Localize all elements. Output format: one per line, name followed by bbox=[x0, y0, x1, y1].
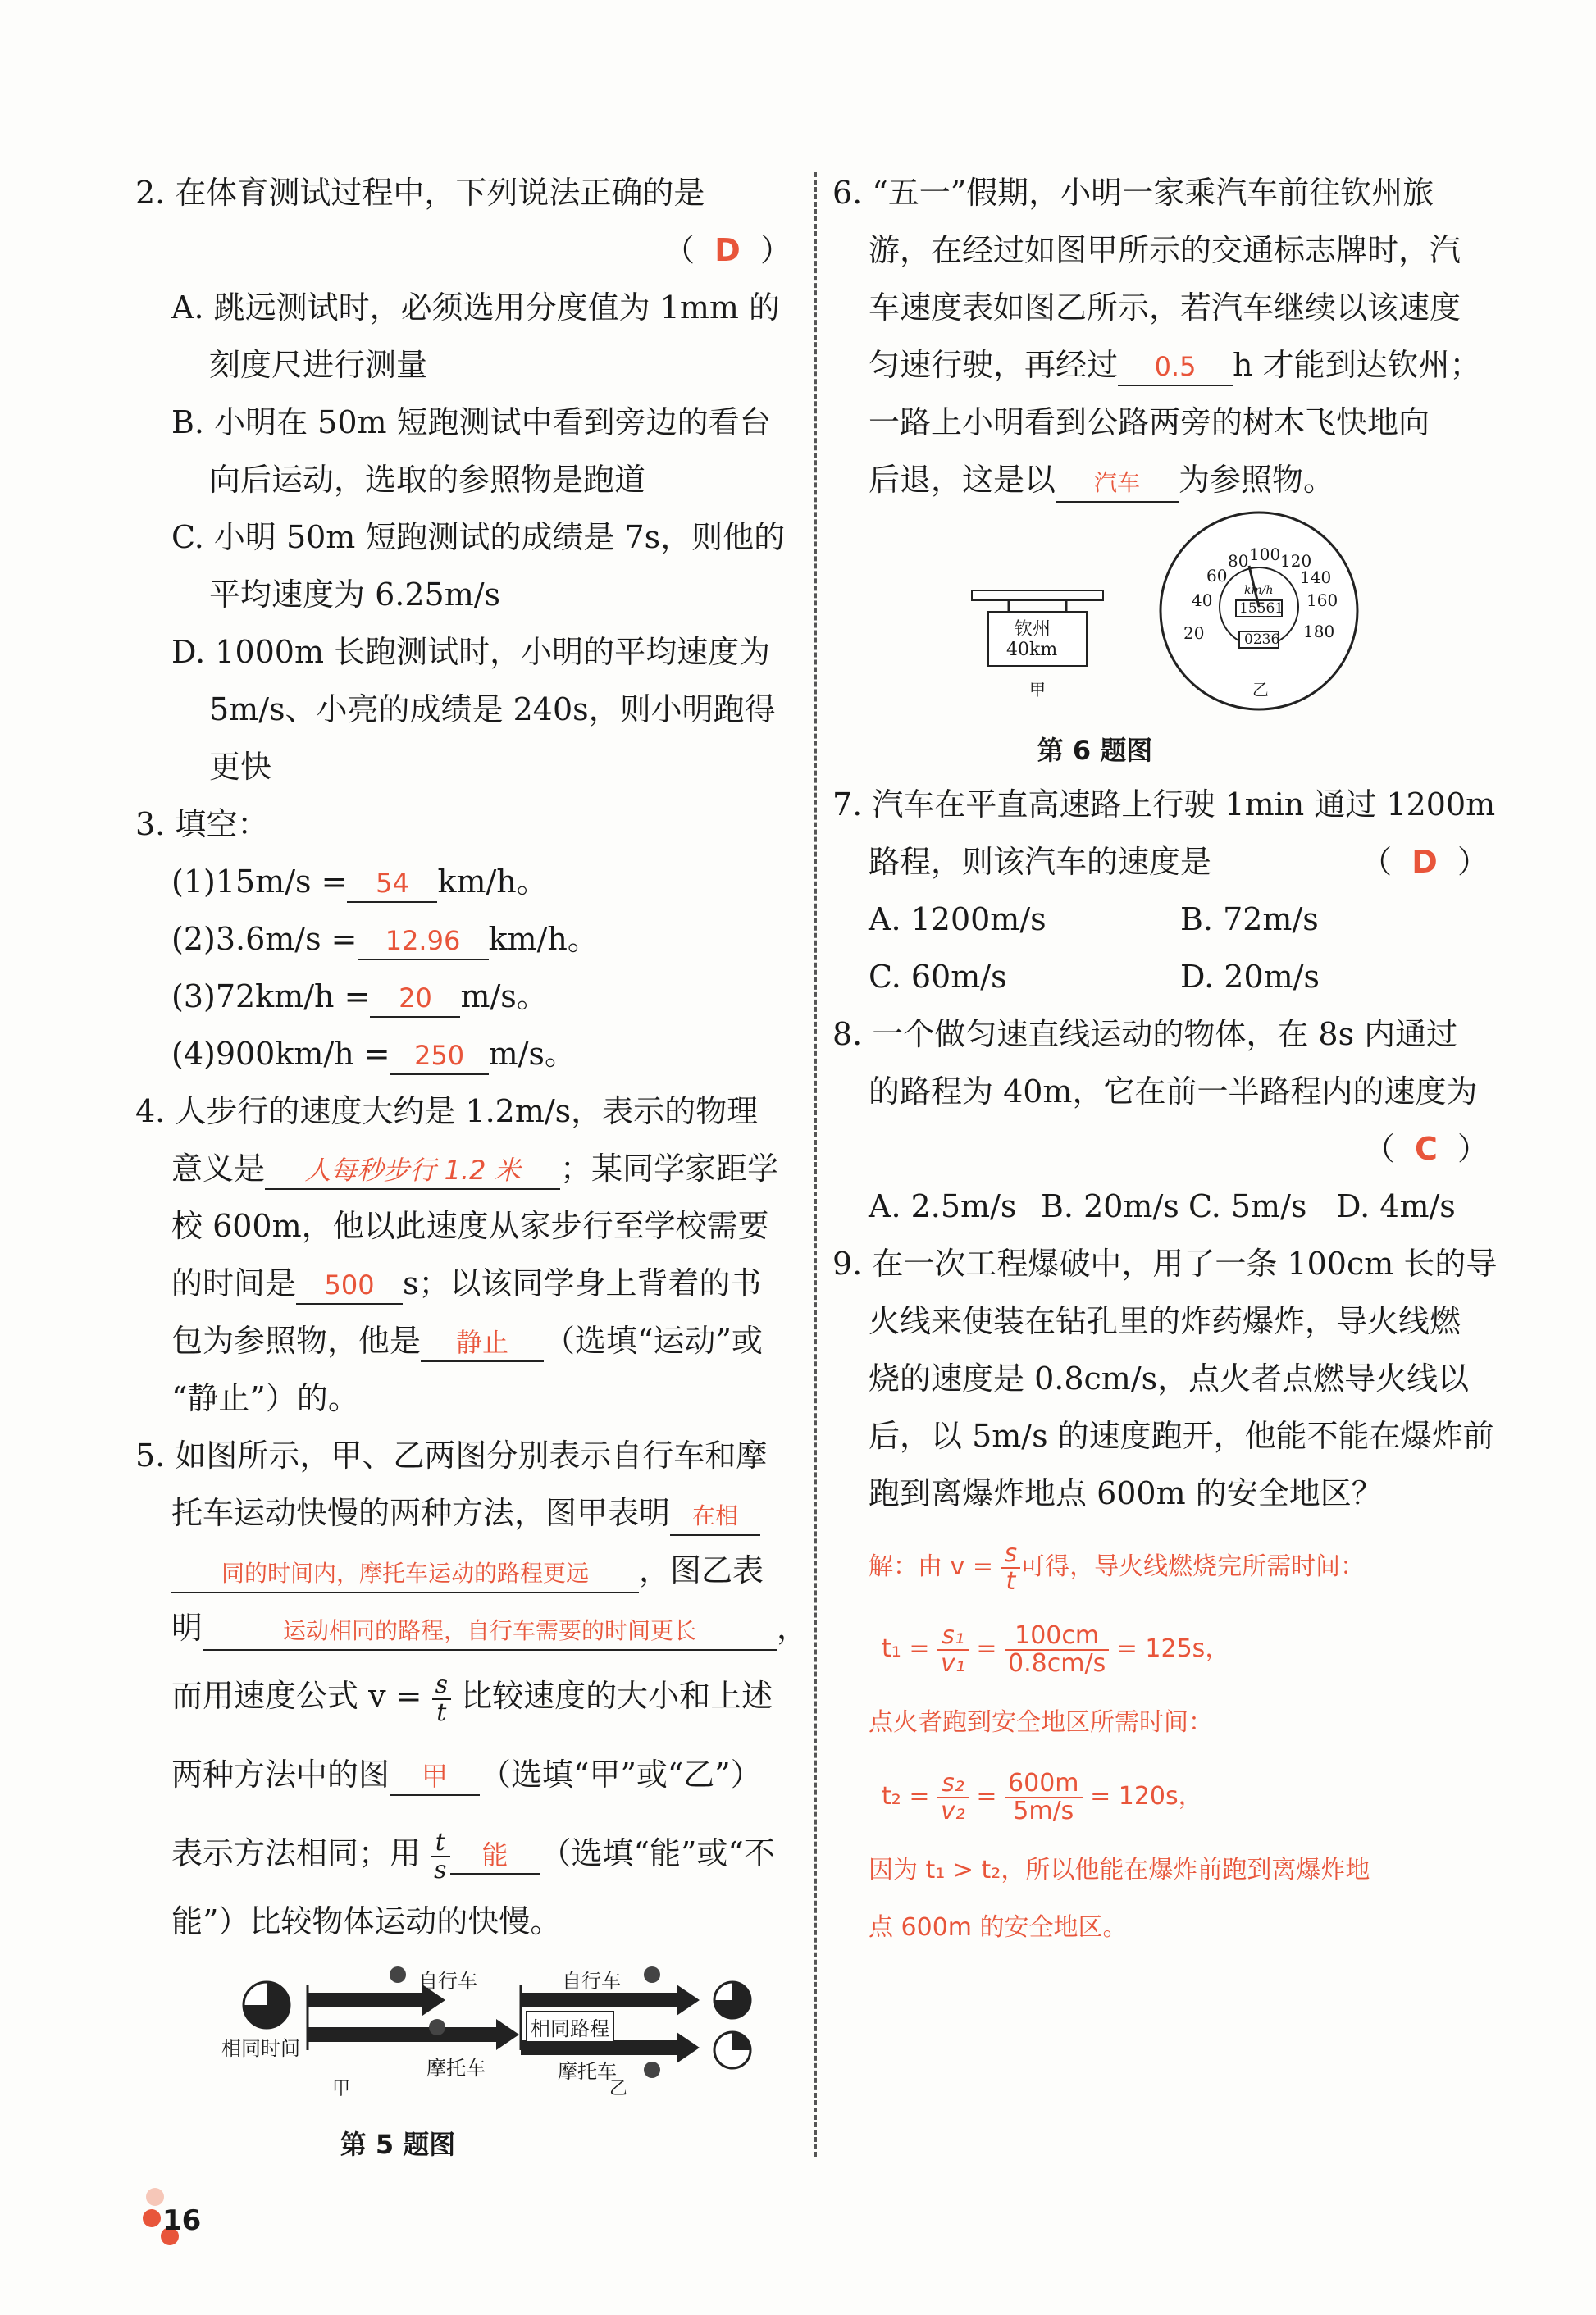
bicycle-icon bbox=[390, 1966, 406, 1983]
q9-solution-3: 点火者跑到安全地区所需时间： bbox=[869, 1708, 1213, 1737]
q6-line-3: 车速度表如图乙所示，若汽车继续以该速度 bbox=[869, 289, 1461, 326]
q2-option-d: D. 1000m 长跑测试时，小明的平均速度为 bbox=[171, 634, 771, 670]
q5-line-2: 托车运动快慢的两种方法，图甲表明 在相 bbox=[135, 1484, 791, 1542]
page-deco-dot-2 bbox=[143, 2209, 161, 2227]
figure-6 bbox=[832, 508, 1489, 738]
q8-options: A. 2.5m/s B. 20m/s C. 5m/s D. 4m/s bbox=[869, 1188, 1456, 1224]
fig5-bike-label: 自行车 bbox=[418, 1970, 477, 1993]
fig5-bike-label-b: 自行车 bbox=[562, 1970, 621, 1993]
q6-line-2: 游，在经过如图甲所示的交通标志牌时，汽 bbox=[869, 232, 1461, 268]
gauge-tick-20: 20 bbox=[1183, 623, 1205, 643]
sol-frac-s2v2: $\frac{\text{s₂}}{\text{v₂}}$ bbox=[937, 1770, 969, 1825]
q4-line-6: “静止”）的。 bbox=[171, 1380, 359, 1416]
q3-item-4: (4)900km/h = 250 m/s。 bbox=[135, 1025, 791, 1082]
bicycle-icon-b bbox=[644, 1966, 660, 1983]
sign-city: 钦州 bbox=[1015, 619, 1051, 640]
left-column bbox=[135, 164, 809, 2162]
q8-line-1: 8. 一个做匀速直线运动的物体，在 8s 内通过 bbox=[832, 1016, 1458, 1052]
moto-arrow-head bbox=[496, 2019, 519, 2050]
q9-line-5: 跑到离爆炸地点 600m 的安全地区？ bbox=[869, 1475, 1383, 1511]
gauge-odometer-1: 15561 bbox=[1239, 600, 1284, 617]
q6-line-6: 后退，这是以 汽车 为参照物。 bbox=[832, 451, 1489, 508]
q5-line-6: 两种方法中的图 甲 （选填“甲”或“乙”） bbox=[135, 1735, 791, 1814]
q9-solution-6: 点 600m 的安全地区。 bbox=[869, 1913, 1128, 1942]
clock-icon-moto bbox=[714, 2032, 750, 2068]
page-deco-dot-1 bbox=[146, 2188, 164, 2206]
clock-icon-bike bbox=[714, 1982, 750, 2018]
q9-solution-1: 解：由 v = $\frac{s}{t}$ 可得，导火线燃烧完所需时间： bbox=[869, 1538, 1366, 1596]
q7-options-2: C. 60m/s D. 20m/s bbox=[869, 959, 1320, 995]
q2-option-b: B. 小明在 50m 短跑测试中看到旁边的看台 bbox=[171, 404, 771, 440]
clock-icon bbox=[244, 1982, 290, 2028]
gauge-tick-120: 120 bbox=[1280, 551, 1312, 571]
q5-line-5: 而用速度公式 v = $\frac{s}{t}$ 比较速度的大小和上述 bbox=[171, 1670, 773, 1727]
fig6-yi: 乙 bbox=[1252, 680, 1269, 700]
q3-item-3: (3)72km/h = 20 m/s。 bbox=[135, 968, 791, 1025]
fig5-same-time: 相同时间 bbox=[221, 2037, 300, 2060]
q4-line-4: 的时间是 500 s；以该同学身上背着的书 bbox=[135, 1255, 791, 1312]
gauge-tick-60: 60 bbox=[1206, 566, 1228, 586]
q2-option-c-cont: 平均速度为 6.25m/s bbox=[209, 576, 501, 613]
q5-line-1: 5. 如图所示，甲、乙两图分别表示自行车和摩 bbox=[135, 1438, 768, 1474]
q2-stem: 2. 在体育测试过程中，下列说法正确的是 bbox=[135, 175, 705, 211]
q3-item-1: (1)15m/s = 54 km/h。 bbox=[135, 853, 791, 910]
sol-frac-s1v1: $\frac{\text{s₁}}{\text{v₁}}$ bbox=[937, 1623, 969, 1677]
gauge-tick-40: 40 bbox=[1192, 590, 1213, 610]
bike-arrow-bar-b bbox=[521, 1993, 677, 2007]
right-column bbox=[832, 164, 1498, 1957]
bike-arrow-bar bbox=[308, 1993, 422, 2007]
q6-line-1: 6. “五一”假期，小明一家乘汽车前往钦州旅 bbox=[832, 175, 1434, 211]
figure-6-svg bbox=[832, 508, 1489, 738]
fig5-moto-label: 摩托车 bbox=[426, 2057, 486, 2080]
q2-option-c: C. 小明 50m 短跑测试的成绩是 7s，则他的 bbox=[171, 519, 786, 555]
gauge-odometer-2: 0236 bbox=[1244, 631, 1280, 648]
sol-frac-values-1: $\frac{100cm}{0.8cm/s}$ bbox=[1005, 1623, 1109, 1677]
q6-line-5: 一路上小明看到公路两旁的树木飞快地向 bbox=[869, 404, 1430, 440]
q4-line-5: 包为参照物，他是 静止 （选填“运动”或 bbox=[135, 1312, 791, 1369]
q4-line-2: 意义是 人每秒步行 1.2 米 ；某同学家距学 bbox=[135, 1140, 791, 1197]
q9-solution-5: 因为 t₁ > t₂，所以他能在爆炸前跑到离爆炸地 bbox=[869, 1856, 1370, 1884]
motorcycle-icon bbox=[429, 2019, 445, 2035]
q5-ts-fraction: $\frac{t}{s}$ bbox=[431, 1830, 449, 1884]
q8-line-2: 的路程为 40m，它在前一半路程内的速度为 bbox=[869, 1073, 1478, 1110]
q2-option-a: A. 跳远测试时，必须选用分度值为 1mm 的 bbox=[171, 289, 781, 326]
q2-option-b-cont: 向后运动，选取的参照物是跑道 bbox=[209, 462, 646, 498]
q9-line-2: 火线来使装在钻孔里的炸药爆炸，导火线燃 bbox=[869, 1303, 1461, 1339]
gauge-tick-160: 160 bbox=[1306, 590, 1338, 610]
gauge-tick-80: 80 bbox=[1228, 551, 1249, 571]
q9-solution-4: t₂ = $\frac{\text{s₂}}{\text{v₂}}$ = $\frac{600m}{5m/s}$ = 120s， bbox=[882, 1768, 1203, 1825]
gauge-tick-140: 140 bbox=[1300, 567, 1332, 587]
bike-arrow-head-b bbox=[677, 1985, 700, 2016]
q2-answer-line: （ D ） bbox=[663, 232, 791, 268]
q6-line-4: 匀速行驶，再经过 0.5 h 才能到达钦州； bbox=[832, 336, 1489, 394]
column-divider bbox=[814, 172, 817, 2157]
q5-formula-fraction: $\frac{s}{t}$ bbox=[432, 1672, 451, 1726]
q5-line-8: 能”）比较物体运动的快慢。 bbox=[171, 1903, 562, 1939]
fig5-same-dist: 相同路程 bbox=[526, 2011, 614, 2043]
moto-arrow-bar bbox=[308, 2027, 496, 2042]
q5-line-4: 明 运动相同的路程，自行车需要的时间更长 ， bbox=[135, 1599, 791, 1657]
fig5-moto-label-b: 摩托车 bbox=[558, 2060, 617, 2083]
q4-line-1: 4. 人步行的速度大约是 1.2m/s，表示的物理 bbox=[135, 1093, 759, 1129]
q7-line-2: 路程，则该汽车的速度是 （ D ） bbox=[869, 844, 1489, 880]
q7-line-1: 7. 汽车在平直高速路上行驶 1min 通过 1200m bbox=[832, 786, 1496, 823]
gauge-tick-100: 100 bbox=[1249, 545, 1281, 564]
fig5-jia: 甲 bbox=[332, 2079, 351, 2099]
q8-answer-line: （ C ） bbox=[1363, 1131, 1489, 1167]
q2-option-d-cont2: 更快 bbox=[209, 749, 272, 785]
q2-option-d-cont: 5m/s、小亮的成绩是 240s，则小明跑得 bbox=[209, 691, 776, 727]
q3-item-2: (2)3.6m/s = 12.96 km/h。 bbox=[135, 910, 791, 968]
figure-5-caption: 第 5 题图 bbox=[340, 2129, 456, 2160]
fig5-yi: 乙 bbox=[609, 2079, 628, 2099]
q2-option-a-cont: 刻度尺进行测量 bbox=[209, 347, 428, 383]
fig6-jia: 甲 bbox=[1029, 680, 1046, 700]
q5-line-3: 同的时间内，摩托车运动的路程更远 ，图乙表 bbox=[135, 1542, 791, 1599]
gauge-tick-180: 180 bbox=[1303, 622, 1335, 641]
motorcycle-icon-b bbox=[644, 2062, 660, 2078]
moto-arrow-head-b bbox=[677, 2032, 700, 2063]
gauge-unit: km/h bbox=[1244, 584, 1274, 597]
sol-frac-v: $\frac{s}{t}$ bbox=[1001, 1541, 1021, 1595]
q2-answer: D bbox=[714, 232, 741, 268]
q3-stem: 3. 填空： bbox=[135, 806, 269, 842]
q5-line-7: 表示方法相同；用 $\frac{t}{s}$ 能 （选填“能”或“不 bbox=[171, 1827, 775, 1884]
figure-6-caption: 第 6 题图 bbox=[1037, 735, 1153, 766]
q7-answer: D bbox=[1411, 844, 1438, 880]
sol-frac-values-2: $\frac{600m}{5m/s}$ bbox=[1005, 1770, 1082, 1825]
q9-line-4: 后，以 5m/s 的速度跑开，他能不能在爆炸前 bbox=[869, 1418, 1494, 1454]
figure-5 bbox=[135, 1960, 791, 2099]
page-number: 16 bbox=[162, 2204, 202, 2237]
q9-line-3: 烧的速度是 0.8cm/s，点火者点燃导火线以 bbox=[869, 1360, 1470, 1397]
q7-options-1: A. 1200m/s B. 72m/s bbox=[869, 901, 1319, 937]
q4-line-3: 校 600m，他以此速度从家步行至学校需要 bbox=[171, 1208, 769, 1244]
sign-distance: 40km bbox=[1006, 640, 1058, 660]
q9-line-1: 9. 在一次工程爆破中，用了一条 100cm 长的导 bbox=[832, 1246, 1498, 1282]
q8-answer: C bbox=[1414, 1131, 1438, 1167]
q9-solution-2: t₁ = $\frac{\text{s₁}}{\text{v₁}}$ = $\frac{100cm}{0.8cm/s}$ = 125s， bbox=[882, 1620, 1230, 1678]
